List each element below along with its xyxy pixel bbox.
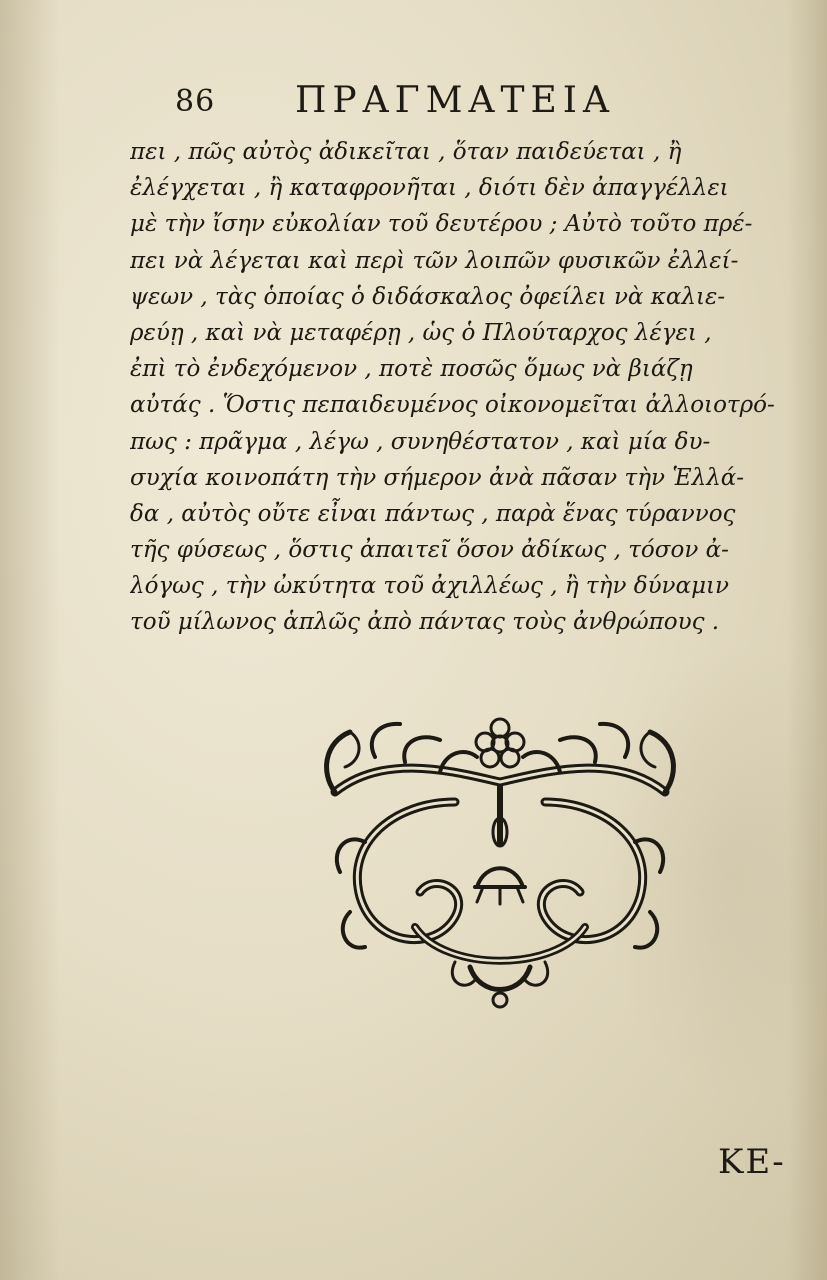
gutter-shadow: [0, 0, 60, 1280]
text-line: λόγως , τὴν ὠκύτητα τοῦ ἀχιλλέως , ἢ τὴν δύναμιν: [130, 573, 730, 600]
floral-scroll-vignette-icon: [305, 712, 695, 1012]
text-line: πει νὰ λέγεται καὶ περὶ τῶν λοιπῶν φυσικῶν ἐλλεί-: [130, 247, 739, 274]
text-line: πει , πῶς αὐτὸς ἀδικεῖται , ὅταν παιδεύεται , ἢ: [130, 139, 682, 165]
catchword: ΚΕ-: [718, 1142, 786, 1182]
text-line: τῆς φύσεως , ὅστις ἀπαιτεῖ ὅσον ἀδίκως , τόσον ἀ-: [130, 537, 729, 564]
text-line: δα , αὐτὸς οὔτε εἶναι πάντως , παρὰ ἕνας τύραννος: [130, 500, 736, 527]
text-line: ἐπὶ τὸ ἐνδεχόμενον , ποτὲ ποσῶς ὅμως νὰ βιάζῃ: [130, 356, 693, 383]
text-line: συχία κοινοπάτη τὴν σήμερον ἀνὰ πᾶσαν τὴν Ἑλλά-: [130, 464, 745, 491]
text-line: πως : πρᾶγμα , λέγω , συνηθέστατον , καὶ μία δυ-: [130, 428, 711, 455]
page-number: 86: [175, 84, 216, 119]
text-line: μὲ τὴν ἴσην εὐκολίαν τοῦ δευτέρου ; Αὐτὸ τοῦτο πρέ-: [130, 211, 753, 238]
body-text: [130, 134, 820, 641]
running-title: ΠΡΑΓΜΑΤΕΙΑ: [295, 80, 615, 121]
text-line: ρεύῃ , καὶ νὰ μεταφέρῃ , ὡς ὁ Πλούταρχος λέγει ,: [130, 319, 712, 346]
text-line: αὐτάς . Ὅστις πεπαιδευμένος οἰκονομεῖται ἀλλοιοτρό-: [130, 392, 775, 419]
text-line: ἐλέγχεται , ἢ καταφρονῆται , διότι δὲν ἀπαγγέλλει: [130, 175, 729, 202]
page-header: [175, 80, 775, 130]
text-line: ψεων , τὰς ὁποίας ὁ διδάσκαλος ὀφείλει νὰ καλιε-: [130, 283, 726, 310]
text-line: τοῦ μίλωνος ἁπλῶς ἀπὸ πάντας τοὺς ἀνθρώπους .: [130, 609, 720, 636]
